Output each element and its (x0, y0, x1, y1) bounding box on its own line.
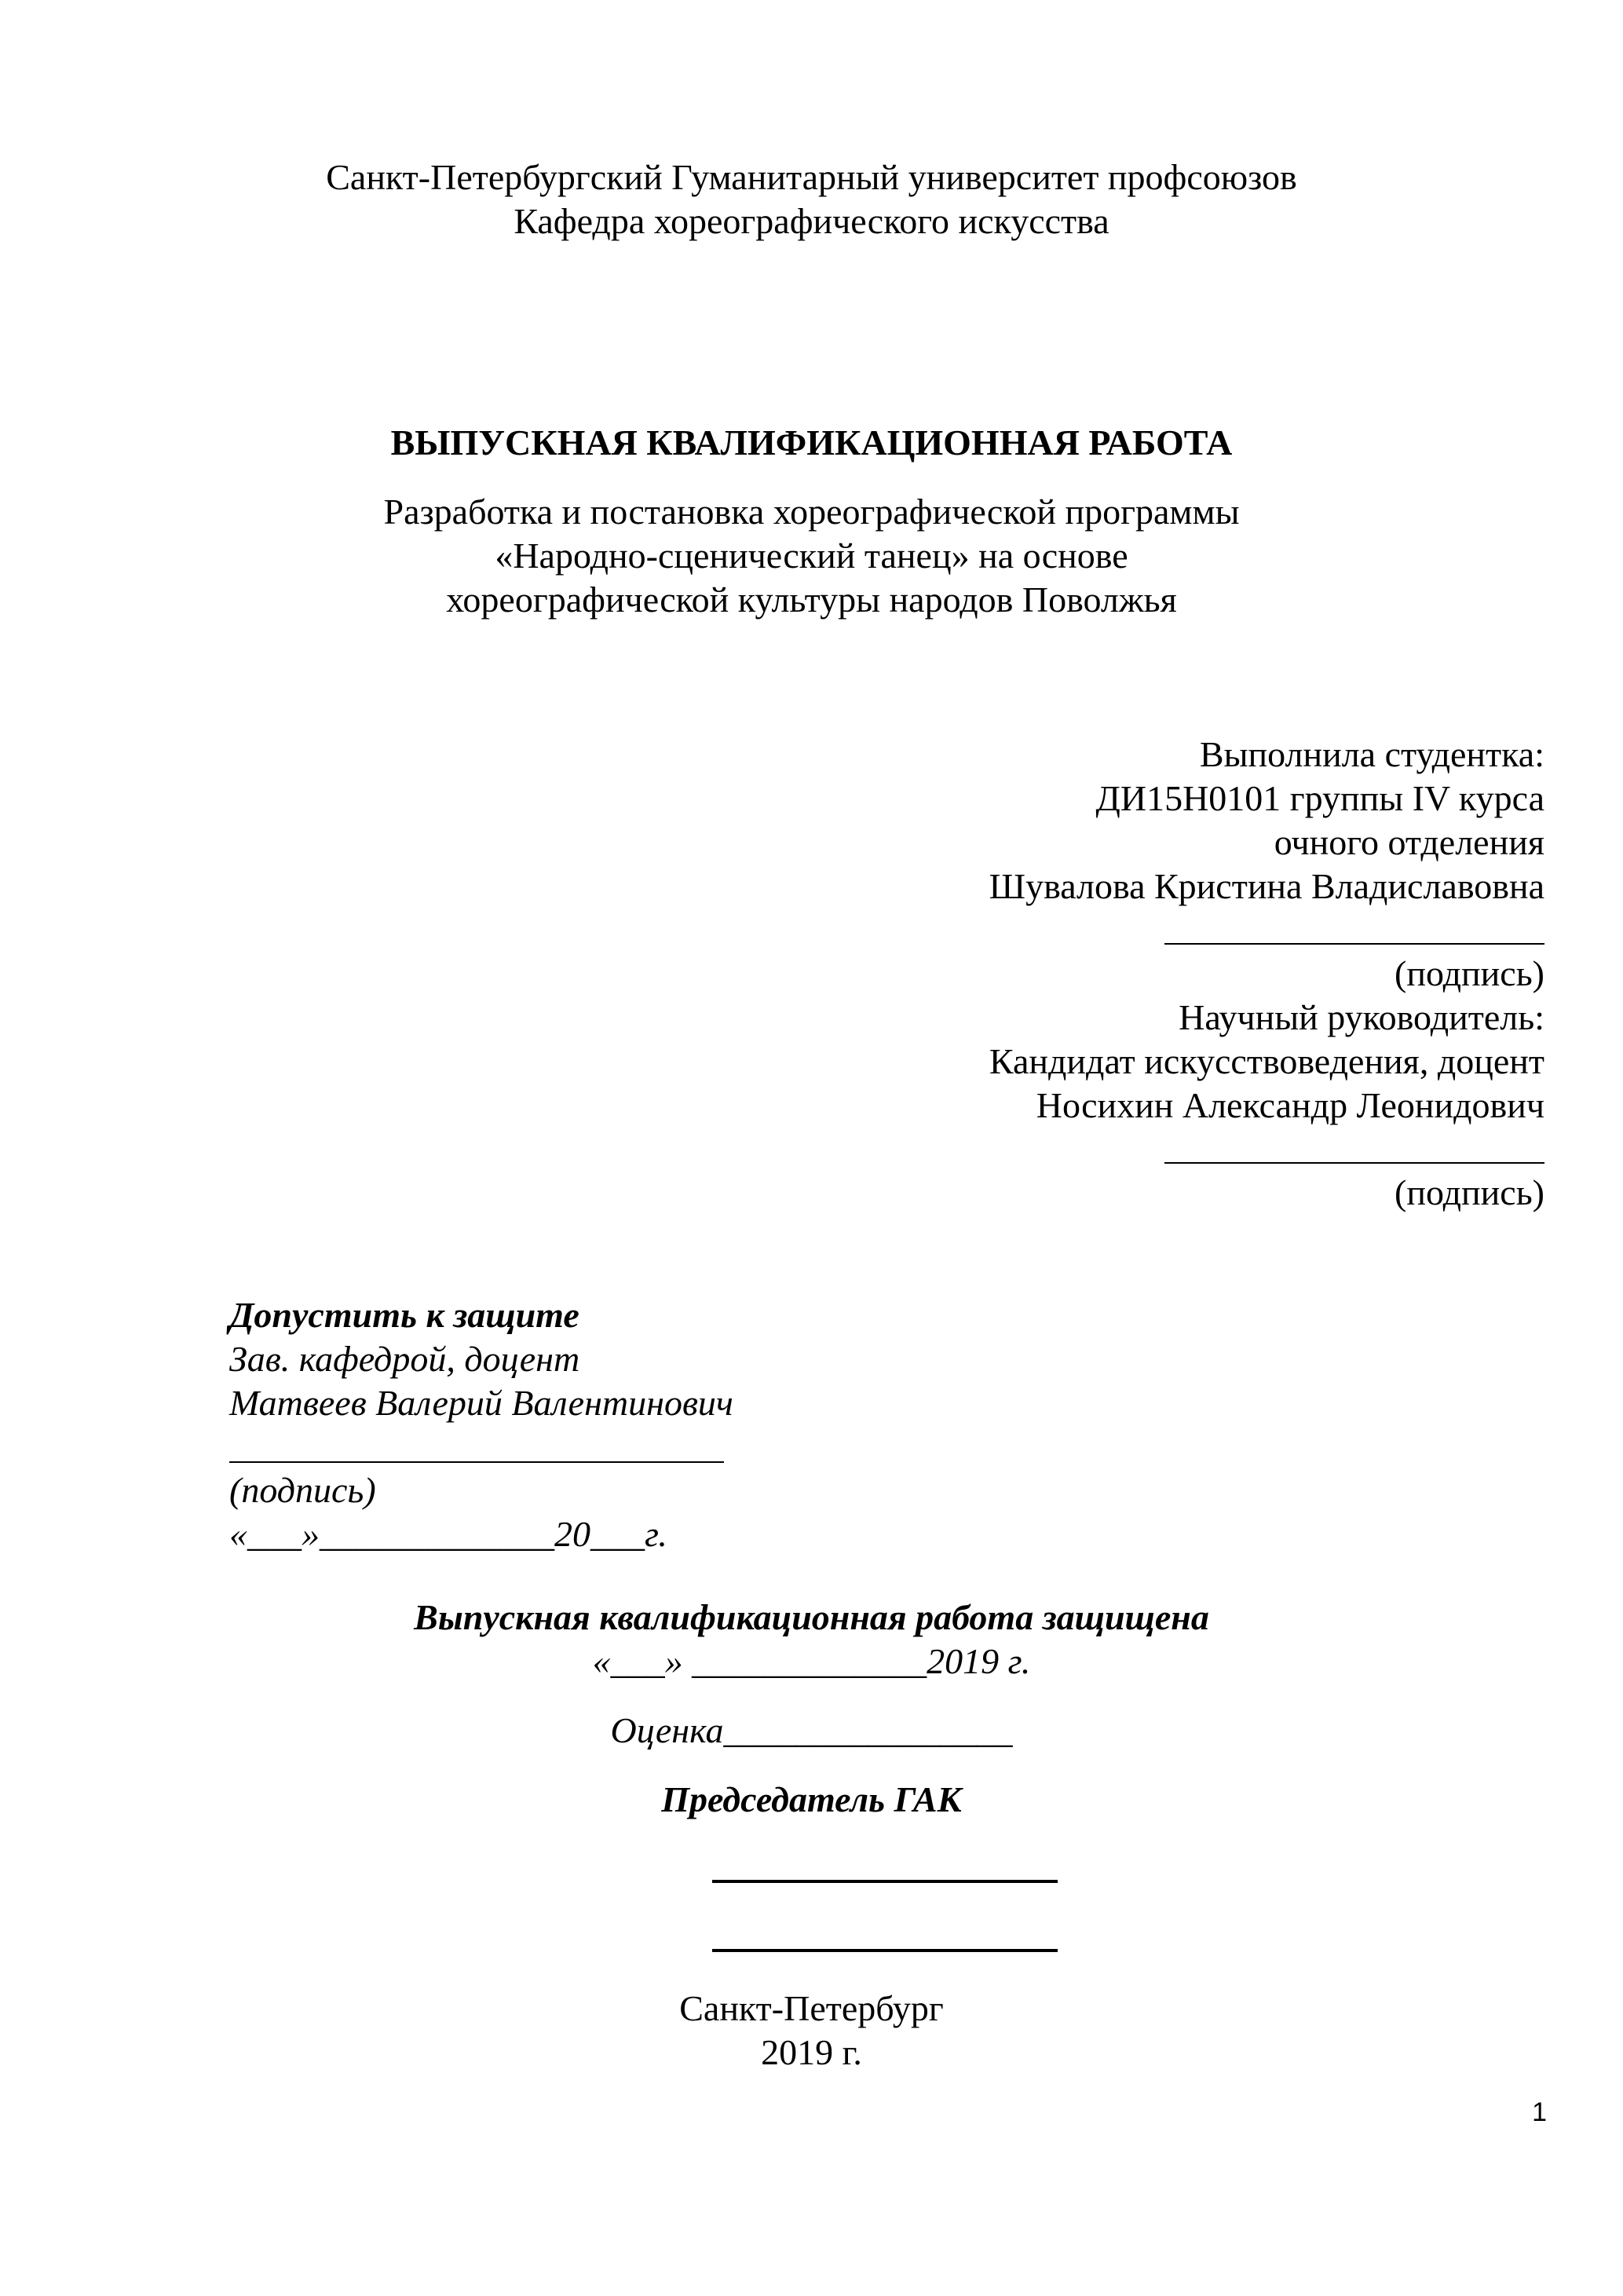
year: 2019 г. (761, 2032, 862, 2072)
supervisor-label: Научный руководитель: (1179, 997, 1544, 1037)
defense-heading: Выпускная квалификационная работа защищена (414, 1597, 1209, 1637)
department-name: Кафедра хореографического искусства (514, 201, 1109, 241)
student-signature-caption: (подпись) (1395, 953, 1544, 993)
defense-date-line: «___» _____________2019 г. (592, 1641, 1031, 1681)
work-title-line-3: хореографической культуры народов Поволжья (446, 579, 1177, 620)
admission-signature-line (229, 1461, 724, 1463)
city: Санкт-Петербург (679, 1988, 944, 2028)
work-type-heading: ВЫПУСКНАЯ КВАЛИФИКАЦИОННАЯ РАБОТА (390, 422, 1233, 462)
supervisor-title: Кандидат искусствоведения, доцент (989, 1041, 1544, 1081)
student-label: Выполнила студентка: (1199, 734, 1544, 774)
university-name: Санкт-Петербургский Гуманитарный университет профсоюзов (326, 157, 1297, 197)
page-number: 1 (1532, 2097, 1547, 2127)
chair-signature-line-1 (712, 1880, 1058, 1883)
student-name: Шувалова Кристина Владиславовна (989, 866, 1544, 906)
admission-name: Матвеев Валерий Валентинович (229, 1383, 733, 1423)
admission-heading: Допустить к защите (229, 1295, 579, 1335)
student-signature-line (1164, 943, 1544, 945)
work-title-line-1: Разработка и постановка хореографической программы (383, 492, 1240, 532)
chair-label: Председатель ГАК (661, 1779, 962, 1819)
supervisor-name: Носихин Александр Леонидович (1036, 1085, 1544, 1125)
student-form: очного отделения (1274, 822, 1544, 862)
admission-signature-caption: (подпись) (229, 1470, 376, 1510)
supervisor-signature-line (1164, 1162, 1544, 1164)
grade-label: Оценка________________ (610, 1710, 1013, 1750)
admission-position: Зав. кафедрой, доцент (229, 1339, 580, 1379)
admission-date-line: «___»_____________20___г. (229, 1514, 667, 1554)
student-group: ДИ15Н0101 группы IV курса (1095, 778, 1544, 818)
work-title-line-2: «Народно-сценический танец» на основе (495, 536, 1128, 576)
supervisor-signature-caption: (подпись) (1395, 1172, 1544, 1212)
chair-signature-line-2 (712, 1949, 1058, 1952)
